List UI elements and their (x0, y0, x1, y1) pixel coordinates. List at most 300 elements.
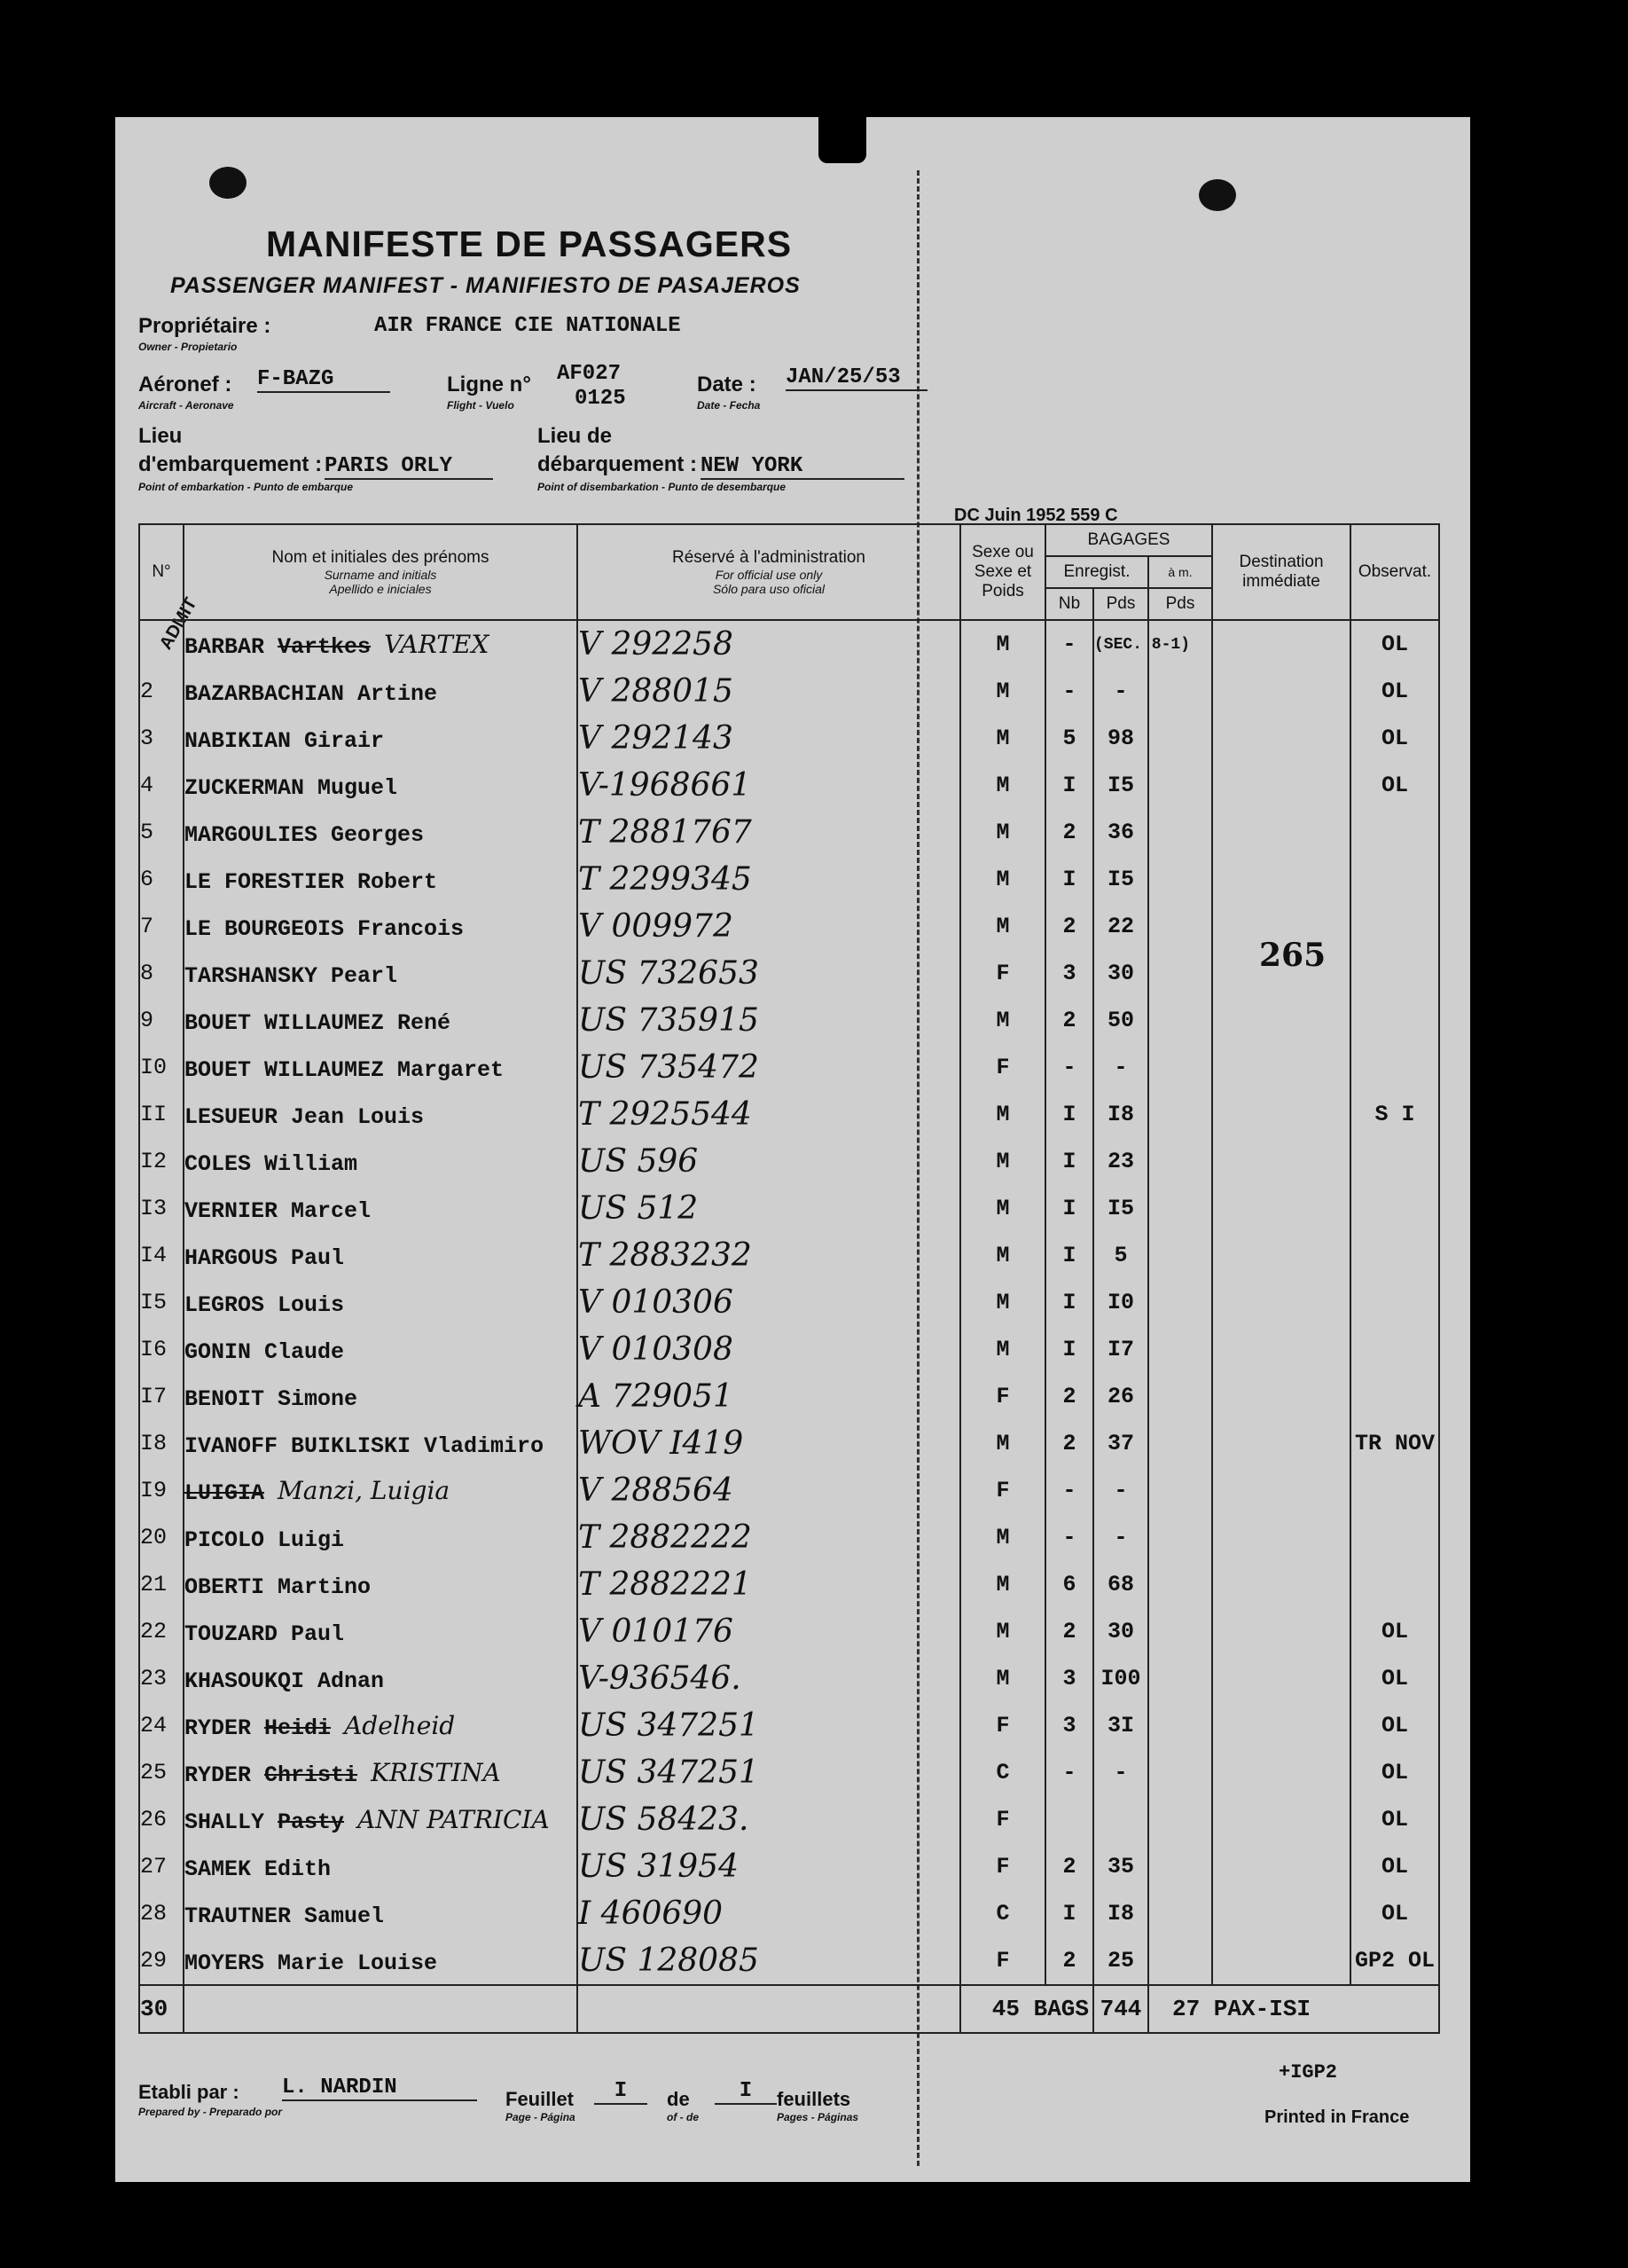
row-number: 7 (139, 903, 184, 950)
passenger-name (184, 1279, 577, 1326)
admin-number: I 460690 (577, 1890, 960, 1937)
admin-number: V 288015 (577, 668, 960, 715)
destination-cell (1212, 1232, 1350, 1279)
sex-cell: M (960, 1514, 1045, 1561)
owner-value: AIR FRANCE CIE NATIONALE (374, 314, 681, 338)
destination-cell (1212, 1185, 1350, 1232)
passenger-name (184, 1373, 577, 1420)
sex-cell: F (960, 1373, 1045, 1420)
row-number: 28 (139, 1890, 184, 1937)
date-label: Date : (697, 373, 756, 396)
passenger-name (184, 620, 577, 668)
row-number: 25 (139, 1749, 184, 1796)
carried-weight (1148, 809, 1212, 856)
baggage-weight: 50 (1093, 997, 1148, 1044)
baggage-count: I (1045, 1890, 1093, 1937)
baggage-count (1045, 1796, 1093, 1843)
col-observ: Observat. (1350, 524, 1439, 620)
observation: OL (1350, 620, 1439, 668)
row-number: 4 (139, 762, 184, 809)
row-number: I0 (139, 1044, 184, 1091)
carried-weight (1148, 1514, 1212, 1561)
owner-label: Propriétaire : (138, 314, 271, 338)
passenger-name (184, 1138, 577, 1185)
observation: OL (1350, 1890, 1439, 1937)
sex-cell: M (960, 1420, 1045, 1467)
passenger-surname: TRAUTNER Samuel (184, 1903, 385, 1929)
prepared-value: L. NARDIN (282, 2076, 477, 2101)
observation: GP2 OL (1350, 1937, 1439, 1985)
observation: OL (1350, 1702, 1439, 1749)
passenger-surname: SHALLY (184, 1809, 265, 1835)
embark-value: PARIS ORLY (325, 454, 493, 480)
observation (1350, 1514, 1439, 1561)
row-number: 9 (139, 997, 184, 1044)
col-destination: Destination immédiate (1212, 524, 1350, 620)
aircraft-label: Aéronef : (138, 373, 232, 396)
carried-weight (1148, 997, 1212, 1044)
observation (1350, 856, 1439, 903)
observation (1350, 1467, 1439, 1514)
col-carried: à m. (1148, 556, 1212, 588)
baggage-weight: 25 (1093, 1937, 1148, 1985)
row-number (139, 620, 184, 668)
observation (1350, 950, 1439, 997)
row-number: 27 (139, 1843, 184, 1890)
passenger-surname: BAZARBACHIAN Artine (184, 680, 438, 707)
table-row (139, 715, 1439, 762)
baggage-count: I (1045, 1138, 1093, 1185)
sex-cell: F (960, 1702, 1045, 1749)
baggage-weight (1093, 1796, 1148, 1843)
baggage-count: 3 (1045, 1655, 1093, 1702)
col-pds: Pds (1093, 588, 1148, 620)
row-number: 29 (139, 1937, 184, 1985)
admin-number: V-1968661 (577, 762, 960, 809)
passenger-surname: GONIN Claude (184, 1338, 345, 1365)
baggage-count: I (1045, 1326, 1093, 1373)
totals-pax: 27 PAX-ISI (1148, 1985, 1439, 2033)
baggage-weight: 3I (1093, 1702, 1148, 1749)
totals-no: 30 (139, 1985, 184, 2033)
of-value: I (715, 2079, 777, 2105)
admin-number: US 58423. (577, 1796, 960, 1843)
admin-number: US 347251 (577, 1749, 960, 1796)
manifest-title: MANIFESTE DE PASSAGERS (266, 224, 793, 264)
observation (1350, 997, 1439, 1044)
baggage-count: 2 (1045, 1843, 1093, 1890)
manifest-subtitle: PASSENGER MANIFEST - MANIFIESTO DE PASAJEROS (170, 273, 801, 298)
totals-weight: 744 (1093, 1985, 1148, 2033)
destination-cell (1212, 903, 1350, 950)
baggage-count: - (1045, 1044, 1093, 1091)
passenger-surname: RYDER (184, 1715, 252, 1741)
observation (1350, 1326, 1439, 1373)
destination-cell (1212, 1702, 1350, 1749)
struck-name: Heidi (264, 1715, 332, 1741)
totals-admin-cell (577, 1985, 960, 2033)
col-carried-pds: Pds (1148, 588, 1212, 620)
sex-cell: M (960, 1279, 1045, 1326)
passenger-name (184, 668, 577, 715)
prepared-label: Etabli par : (138, 2081, 239, 2103)
observation: TR NOV (1350, 1420, 1439, 1467)
carried-weight (1148, 1467, 1212, 1514)
table-row (139, 1608, 1439, 1655)
sheets-sub: Pages - Páginas (777, 2111, 859, 2123)
observation: S I (1350, 1091, 1439, 1138)
col-no: N° (139, 524, 184, 620)
passenger-surname: IVANOFF BUIKLISKI Vladimiro (184, 1432, 544, 1459)
table-row (139, 856, 1439, 903)
sex-cell: M (960, 620, 1045, 668)
passenger-name (184, 856, 577, 903)
table-row (139, 1467, 1439, 1514)
observation (1350, 1138, 1439, 1185)
baggage-weight: 37 (1093, 1420, 1148, 1467)
sex-cell: M (960, 1608, 1045, 1655)
sex-cell: M (960, 1091, 1045, 1138)
passenger-surname: TARSHANSKY Pearl (184, 962, 398, 989)
baggage-count: I (1045, 1232, 1093, 1279)
carried-weight (1148, 1326, 1212, 1373)
admin-number: T 2881767 (577, 809, 960, 856)
table-row (139, 1185, 1439, 1232)
destination-cell (1212, 1514, 1350, 1561)
baggage-count: I (1045, 762, 1093, 809)
destination-cell (1212, 1561, 1350, 1608)
carried-weight (1148, 1091, 1212, 1138)
passenger-name (184, 1185, 577, 1232)
carried-weight (1148, 1373, 1212, 1420)
row-number: 24 (139, 1702, 184, 1749)
observation (1350, 1373, 1439, 1420)
row-number: I2 (139, 1138, 184, 1185)
passenger-table (138, 523, 1440, 2034)
totals-bags: 45 BAGS (960, 1985, 1093, 2033)
disembark-label-1: Lieu de (537, 424, 613, 448)
baggage-weight: - (1093, 1749, 1148, 1796)
baggage-count: 6 (1045, 1561, 1093, 1608)
carried-weight (1148, 1796, 1212, 1843)
passenger-name (184, 762, 577, 809)
passenger-name (184, 1655, 577, 1702)
destination-cell (1212, 1467, 1350, 1514)
observation: OL (1350, 762, 1439, 809)
col-name-en: Surname and initials (324, 567, 437, 582)
embark-sub: Point of embarkation - Punto de embarque (138, 481, 354, 493)
admin-number: US 732653 (577, 950, 960, 997)
destination-cell (1212, 1091, 1350, 1138)
passenger-name (184, 1514, 577, 1561)
table-row (139, 668, 1439, 715)
row-number: 6 (139, 856, 184, 903)
line-value-bottom: 0125 (575, 387, 626, 411)
struck-name: Pasty (278, 1809, 345, 1835)
baggage-weight: I8 (1093, 1091, 1148, 1138)
passenger-surname: BENOIT Simone (184, 1385, 358, 1412)
carried-weight (1148, 1608, 1212, 1655)
baggage-count: 2 (1045, 1420, 1093, 1467)
handwritten-name: ANN PATRICIA (357, 1804, 550, 1834)
row-number: 22 (139, 1608, 184, 1655)
observation: OL (1350, 668, 1439, 715)
row-number: 20 (139, 1514, 184, 1561)
totals-extra: +IGP2 (1279, 2061, 1338, 2084)
passenger-surname: LE FORESTIER Robert (184, 868, 438, 895)
row-number: 5 (139, 809, 184, 856)
embark-label-1: Lieu (138, 424, 183, 448)
sex-cell: F (960, 1937, 1045, 1985)
handwritten-name: Adelheid (344, 1710, 456, 1740)
table-row (139, 1749, 1439, 1796)
sex-cell: M (960, 856, 1045, 903)
row-number: I4 (139, 1232, 184, 1279)
passenger-name (184, 1420, 577, 1467)
baggage-weight: I00 (1093, 1655, 1148, 1702)
row-number: II (139, 1091, 184, 1138)
col-nb: Nb (1045, 588, 1093, 620)
observation: OL (1350, 1608, 1439, 1655)
sheet-sub: Page - Página (505, 2111, 575, 2123)
passenger-name (184, 1702, 577, 1749)
admin-number: T 2883232 (577, 1232, 960, 1279)
observation (1350, 1044, 1439, 1091)
col-name-es: Apellido e iniciales (329, 581, 432, 596)
passenger-name (184, 997, 577, 1044)
baggage-count: - (1045, 1749, 1093, 1796)
baggage-weight: I5 (1093, 856, 1148, 903)
struck-name: LUIGIA (184, 1479, 265, 1506)
passenger-name (184, 1843, 577, 1890)
passenger-name (184, 1937, 577, 1985)
passenger-name (184, 1091, 577, 1138)
line-value-top: AF027 (557, 362, 622, 386)
observation (1350, 1185, 1439, 1232)
table-row (139, 1044, 1439, 1091)
sex-cell: F (960, 1467, 1045, 1514)
admin-number: V 288564 (577, 1467, 960, 1514)
observation (1350, 1561, 1439, 1608)
baggage-weight: 30 (1093, 950, 1148, 997)
disembark-value: NEW YORK (701, 454, 904, 480)
sex-cell: M (960, 1561, 1045, 1608)
destination-cell (1212, 1326, 1350, 1373)
col-name-fr: Nom et initiales des prénoms (271, 547, 489, 567)
baggage-weight: (SEC. 8-1) (1093, 620, 1148, 668)
admin-number: V 010308 (577, 1326, 960, 1373)
sex-cell: M (960, 903, 1045, 950)
row-number: 26 (139, 1796, 184, 1843)
sheets-label: feuillets (777, 2088, 851, 2110)
destination-cell (1212, 1420, 1350, 1467)
observation: OL (1350, 715, 1439, 762)
baggage-count: I (1045, 1185, 1093, 1232)
baggage-weight: 26 (1093, 1373, 1148, 1420)
destination-cell (1212, 1796, 1350, 1843)
table-row (139, 950, 1439, 997)
row-number: I6 (139, 1326, 184, 1373)
destination-cell (1212, 1279, 1350, 1326)
carried-weight (1148, 762, 1212, 809)
table-row (139, 1420, 1439, 1467)
baggage-count: - (1045, 668, 1093, 715)
sex-cell: M (960, 1138, 1045, 1185)
admin-number: US 31954 (577, 1843, 960, 1890)
sex-cell: M (960, 715, 1045, 762)
admin-number: V 010176 (577, 1608, 960, 1655)
admin-number: V 292258 (577, 620, 960, 668)
sex-cell: F (960, 1843, 1045, 1890)
passenger-surname: LEGROS Louis (184, 1291, 345, 1318)
observation: OL (1350, 1843, 1439, 1890)
baggage-weight: 36 (1093, 809, 1148, 856)
col-admin-en: For official use only (715, 567, 823, 582)
admin-number: WOV I419 (577, 1420, 960, 1467)
sex-cell: F (960, 1796, 1045, 1843)
baggage-weight: 23 (1093, 1138, 1148, 1185)
passenger-surname: BOUET WILLAUMEZ Margaret (184, 1056, 505, 1083)
carried-weight (1148, 1232, 1212, 1279)
passenger-surname: MARGOULIES Georges (184, 821, 425, 848)
passenger-surname: LESUEUR Jean Louis (184, 1103, 425, 1130)
observation: OL (1350, 1655, 1439, 1702)
table-row (139, 1138, 1439, 1185)
of-sub: of - de (667, 2111, 699, 2123)
sex-cell: M (960, 809, 1045, 856)
disembark-label-2: débarquement : (537, 452, 698, 476)
admin-number: V-936546. (577, 1655, 960, 1702)
admin-number: V 009972 (577, 903, 960, 950)
destination-cell (1212, 762, 1350, 809)
admin-number: US 512 (577, 1185, 960, 1232)
admin-number: US 128085 (577, 1937, 960, 1985)
struck-name: Christi (264, 1762, 358, 1788)
manifest-sheet (115, 117, 1470, 2182)
carried-weight (1148, 1044, 1212, 1091)
row-number: 2 (139, 668, 184, 715)
carried-weight (1148, 1749, 1212, 1796)
handwritten-name: VARTEX (384, 629, 489, 659)
destination-cell (1212, 1608, 1350, 1655)
destination-cell (1212, 1890, 1350, 1937)
handwritten-name: Manzi, Luigia (278, 1475, 450, 1505)
sex-cell: M (960, 1185, 1045, 1232)
sex-cell: M (960, 1232, 1045, 1279)
destination-cell (1212, 856, 1350, 903)
sex-cell: M (960, 1326, 1045, 1373)
row-number: 21 (139, 1561, 184, 1608)
passenger-surname: COLES William (184, 1150, 358, 1177)
table-row (139, 1843, 1439, 1890)
table-row (139, 620, 1439, 668)
baggage-weight: 30 (1093, 1608, 1148, 1655)
baggage-weight: I5 (1093, 1185, 1148, 1232)
baggage-count: I (1045, 1091, 1093, 1138)
punch-hole-left (209, 167, 247, 199)
embark-label-2: d'embarquement : (138, 452, 323, 476)
passenger-name (184, 903, 577, 950)
baggage-weight: - (1093, 1514, 1148, 1561)
carried-weight (1148, 668, 1212, 715)
table-row (139, 997, 1439, 1044)
carried-weight (1148, 715, 1212, 762)
col-admin-fr: Réservé à l'administration (672, 547, 865, 567)
baggage-weight: - (1093, 668, 1148, 715)
baggage-count: 2 (1045, 1373, 1093, 1420)
passenger-name (184, 1232, 577, 1279)
destination-cell (1212, 1937, 1350, 1985)
admin-number: T 2882221 (577, 1561, 960, 1608)
passenger-surname: KHASOUKQI Adnan (184, 1668, 385, 1694)
passenger-surname: NABIKIAN Girair (184, 727, 385, 754)
sex-cell: C (960, 1890, 1045, 1937)
carried-weight (1148, 1890, 1212, 1937)
baggage-count: 2 (1045, 1937, 1093, 1985)
date-value: JAN/25/53 (786, 365, 927, 391)
baggage-count: 2 (1045, 997, 1093, 1044)
passenger-name (184, 715, 577, 762)
baggage-weight: 35 (1093, 1843, 1148, 1890)
baggage-count: 5 (1045, 715, 1093, 762)
line-sub: Flight - Vuelo (447, 399, 514, 412)
line-label: Ligne n° (447, 373, 531, 396)
stamp-265: 265 (1259, 937, 1327, 974)
baggage-count: I (1045, 856, 1093, 903)
carried-weight (1148, 1843, 1212, 1890)
passenger-name (184, 1561, 577, 1608)
col-baggage: BAGAGES (1045, 524, 1212, 556)
top-notch (818, 117, 866, 163)
passenger-name (184, 1749, 577, 1796)
passenger-surname: VERNIER Marcel (184, 1197, 372, 1224)
table-row (139, 1655, 1439, 1702)
destination-cell (1212, 950, 1350, 997)
of-label: de (667, 2088, 690, 2110)
carried-weight (1148, 856, 1212, 903)
table-row (139, 809, 1439, 856)
col-registered: Enregist. (1045, 556, 1148, 588)
struck-name: Vartkes (278, 633, 372, 660)
destination-cell (1212, 668, 1350, 715)
passenger-name (184, 1326, 577, 1373)
totals-name-cell (184, 1985, 577, 2033)
row-number: I5 (139, 1279, 184, 1326)
destination-cell (1212, 620, 1350, 668)
passenger-name (184, 1044, 577, 1091)
observation: OL (1350, 1796, 1439, 1843)
baggage-weight: 98 (1093, 715, 1148, 762)
baggage-weight: 68 (1093, 1561, 1148, 1608)
observation (1350, 1279, 1439, 1326)
punch-hole-right (1199, 179, 1236, 211)
baggage-weight: I7 (1093, 1326, 1148, 1373)
row-number: I8 (139, 1420, 184, 1467)
carried-weight (1148, 903, 1212, 950)
col-admin (577, 524, 960, 620)
baggage-count: 3 (1045, 1702, 1093, 1749)
table-row (139, 1232, 1439, 1279)
baggage-count: - (1045, 620, 1093, 668)
table-row (139, 1373, 1439, 1420)
row-number: 3 (139, 715, 184, 762)
passenger-name (184, 1467, 577, 1514)
sheet-value: I (594, 2079, 647, 2105)
sex-cell: F (960, 950, 1045, 997)
baggage-weight: I8 (1093, 1890, 1148, 1937)
passenger-surname: LE BOURGEOIS Francois (184, 915, 465, 942)
destination-cell (1212, 997, 1350, 1044)
